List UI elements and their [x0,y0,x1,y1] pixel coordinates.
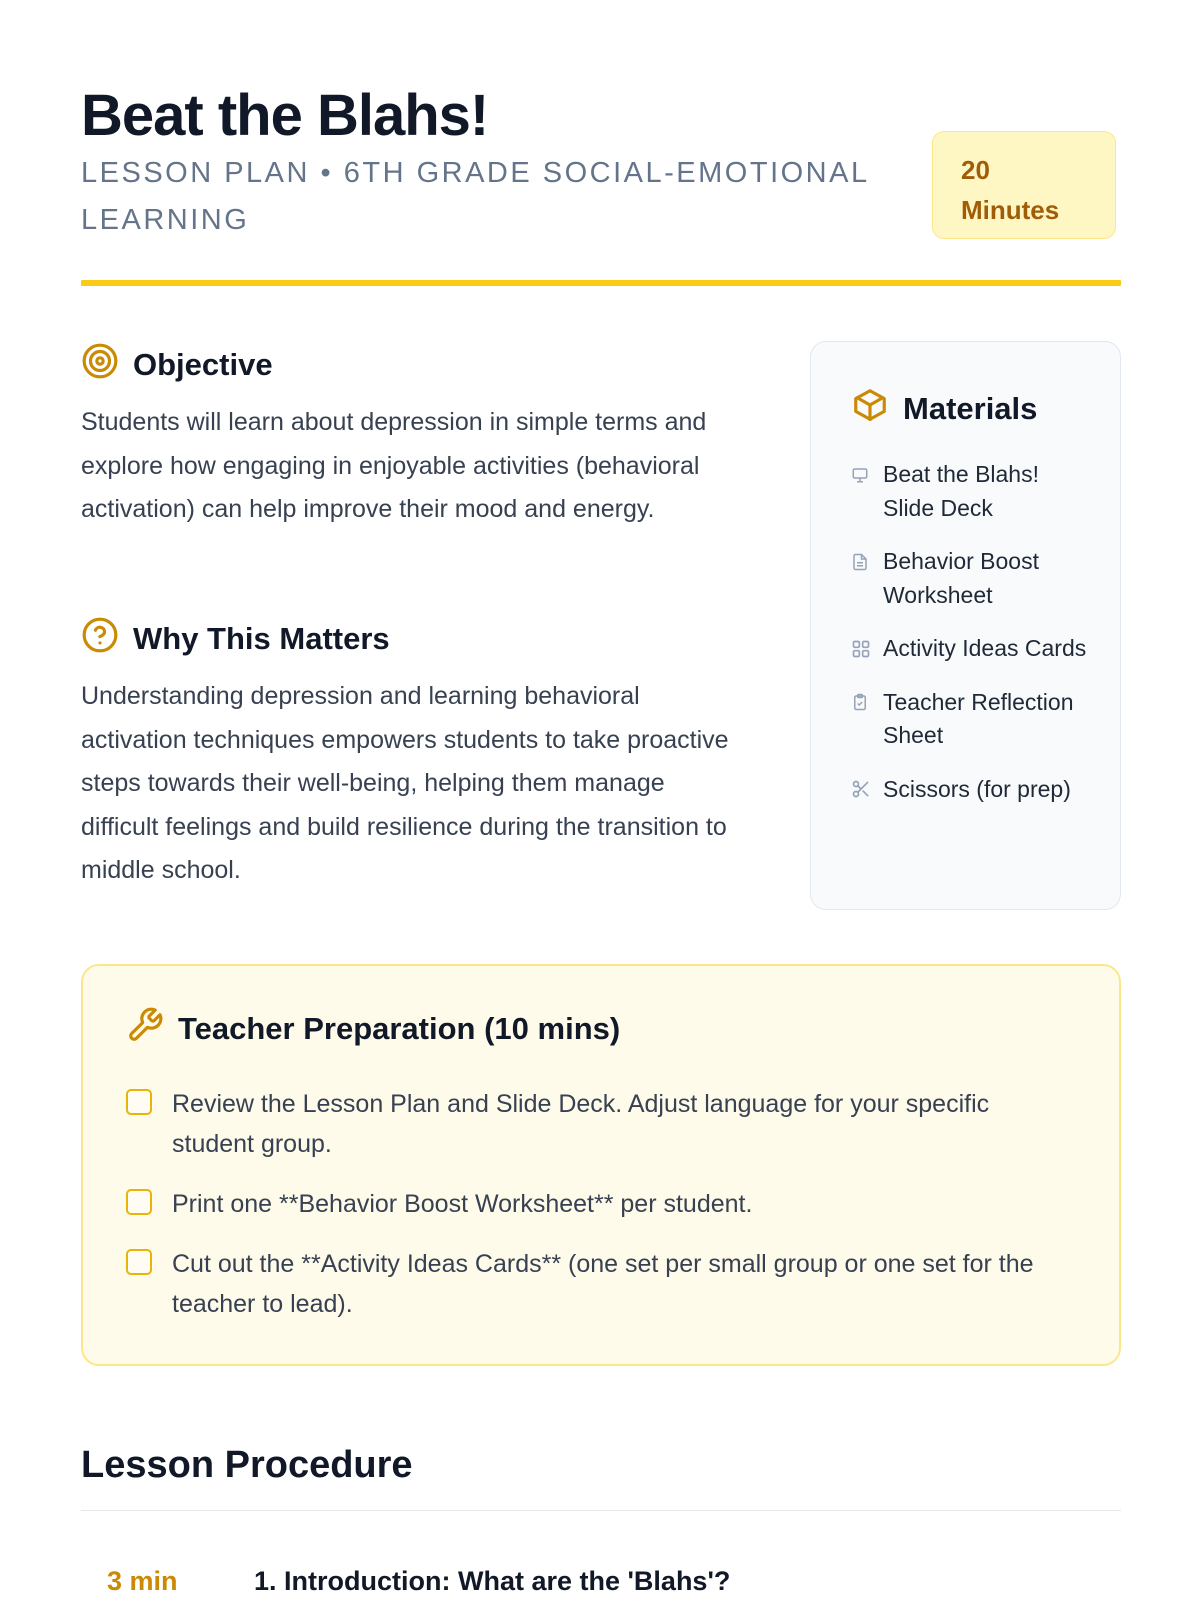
duration-unit: Minutes [961,195,1060,225]
prep-item-text: Review the Lesson Plan and Slide Deck. Adjust language for your specific student group. [172,1090,990,1158]
why-text: Understanding depression and learning behavioral activation techniques empowers students to take proactive steps towards their well-being, helping them manage difficult feelings and build resilience during the transition to middle school. [81,682,729,884]
wrench-icon [126,1006,164,1052]
scissors-icon [851,773,871,806]
prep-heading [126,1006,620,1052]
prep-checklist [126,1084,1066,1344]
why-heading [81,616,390,662]
procedure-title: Lesson Procedure [81,1444,413,1486]
prep-title: Teacher Preparation (10 mins) [178,1011,621,1046]
presentation-icon [851,458,871,491]
step-title: 1. Introduction: What are the 'Blahs'? [254,1566,731,1596]
material-label: Scissors (for prep) [883,775,1071,802]
box-icon [851,386,889,432]
list-item [126,1244,1066,1324]
step-time: 3 min [107,1566,178,1596]
prep-checkbox[interactable] [126,1249,152,1275]
objective-heading [81,342,273,388]
list-item [126,1084,1066,1164]
duration-badge [932,131,1116,239]
list-item [851,545,1091,612]
question-circle-icon [81,616,119,662]
materials-list [851,458,1091,826]
list-item [851,632,1091,666]
material-label: Behavior Boost Worksheet [883,548,1039,608]
materials-title: Materials [903,391,1038,426]
page-title: Beat the Blahs! [81,83,489,148]
list-item [851,686,1091,753]
material-label: Teacher Reflection Sheet [883,688,1074,748]
clipboard-icon [851,686,871,719]
objective-text: Students will learn about depression in simple terms and explore how engaging in enjoyable activities (behavioral activation) can help improve their mood and energy. [81,408,707,523]
list-item [851,773,1091,807]
header-divider [81,280,1121,286]
materials-heading [851,386,1037,432]
procedure-step [81,1566,1121,1610]
procedure-divider [81,1510,1121,1511]
teacher-prep-card [81,964,1121,1366]
target-icon [81,342,119,388]
document-icon [851,545,871,578]
list-item [851,458,1091,525]
objective-title: Objective [133,347,273,382]
material-label: Beat the Blahs! Slide Deck [883,461,1039,521]
prep-item-text: Print one **Behavior Boost Worksheet** per student. [172,1190,753,1218]
prep-item-text: Cut out the **Activity Ideas Cards** (one set per small group or one set for the teacher to lead). [172,1250,1034,1318]
material-label: Activity Ideas Cards [883,635,1087,661]
header [81,80,1121,240]
page-subtitle: LESSON PLAN • 6TH GRADE SOCIAL-EMOTIONAL LEARNING [81,157,869,236]
duration-value: 20 [961,155,990,185]
prep-checkbox[interactable] [126,1089,152,1115]
list-item [126,1184,1066,1224]
materials-card [810,341,1121,910]
why-title: Why This Matters [133,621,390,656]
grid-icon [851,632,871,665]
prep-checkbox[interactable] [126,1189,152,1215]
